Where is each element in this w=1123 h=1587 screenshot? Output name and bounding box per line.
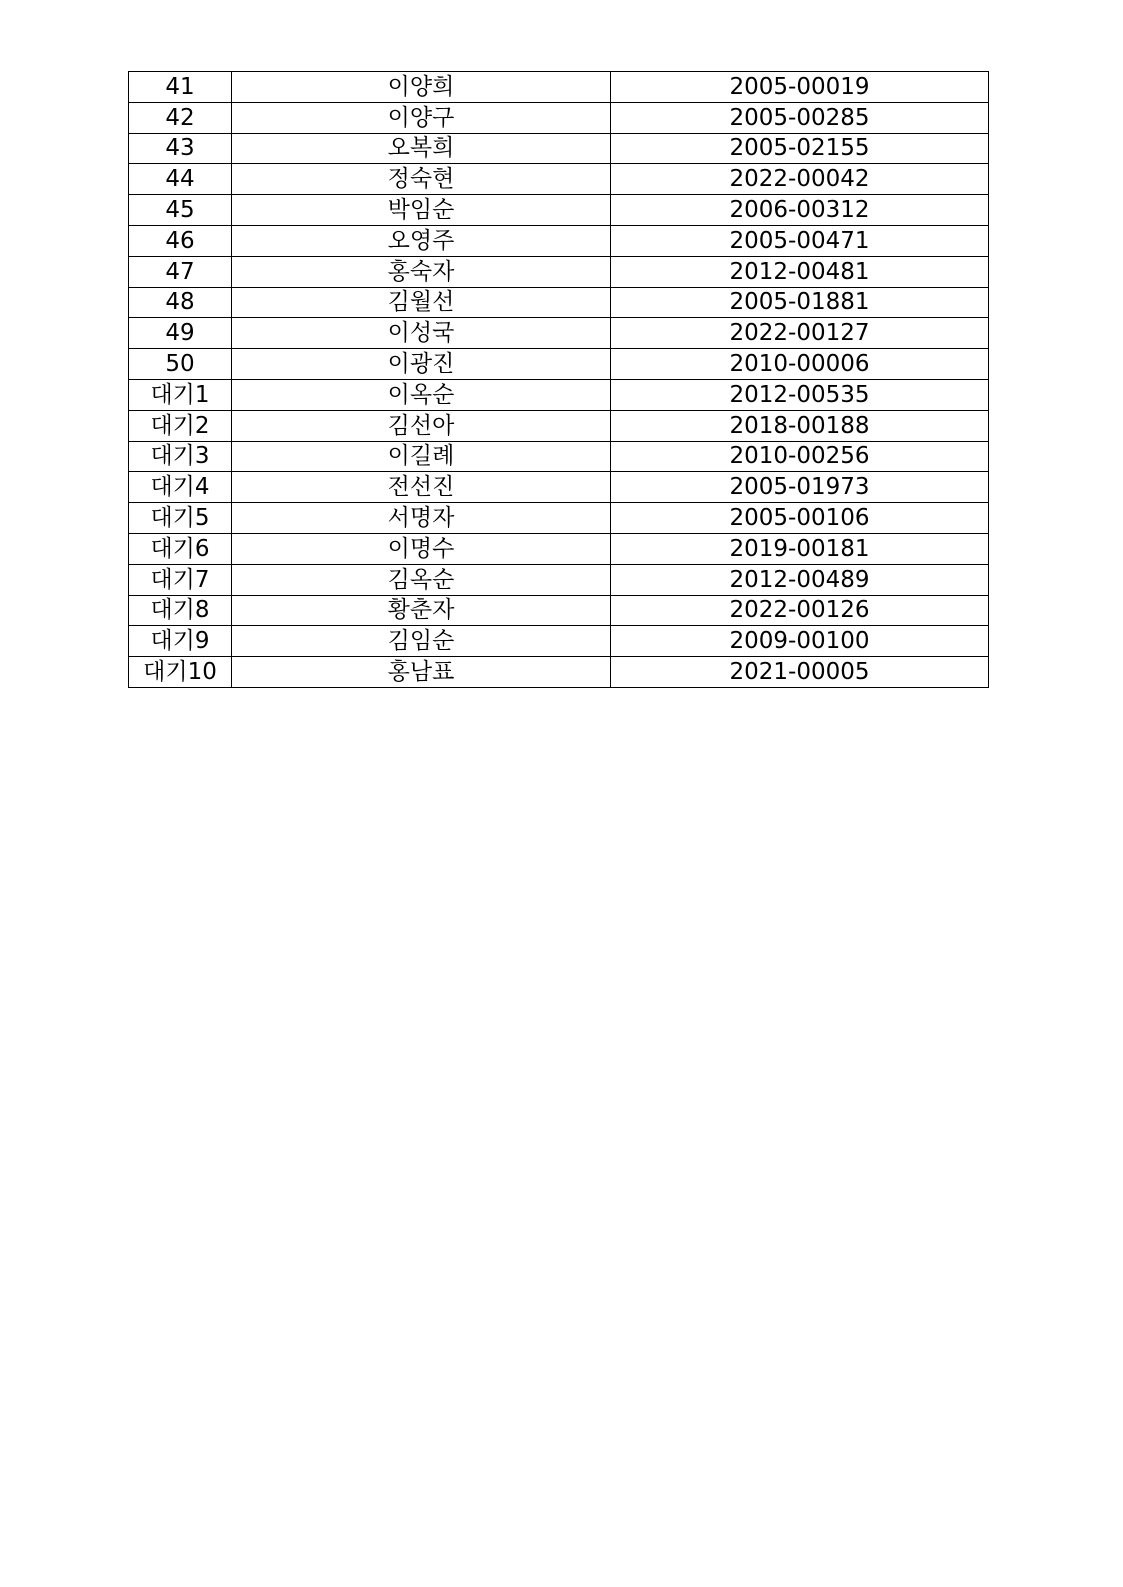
- table-row: [129, 410, 989, 441]
- table-row: [129, 164, 989, 195]
- name-cell: 정숙현: [232, 164, 611, 195]
- registration-id-cell: 2021-00005: [611, 657, 989, 688]
- table-row: [129, 626, 989, 657]
- registration-id-cell: 2005-00106: [611, 503, 989, 534]
- row-number-cell: 45: [129, 195, 232, 226]
- registration-id-cell: 2018-00188: [611, 410, 989, 441]
- name-cell: 김선아: [232, 410, 611, 441]
- name-cell: 이옥순: [232, 379, 611, 410]
- registration-id-cell: 2005-00019: [611, 72, 989, 103]
- name-cell: 이길례: [232, 441, 611, 472]
- registration-id-cell: 2022-00126: [611, 595, 989, 626]
- row-number-cell: 42: [129, 102, 232, 133]
- roster-table: [128, 71, 989, 688]
- table-row: [129, 503, 989, 534]
- row-number-cell: 대기7: [129, 564, 232, 595]
- table-row: [129, 349, 989, 380]
- name-cell: 이양구: [232, 102, 611, 133]
- table-row: [129, 533, 989, 564]
- table-row: [129, 318, 989, 349]
- registration-id-cell: 2005-02155: [611, 133, 989, 164]
- table-row: [129, 72, 989, 103]
- registration-id-cell: 2010-00006: [611, 349, 989, 380]
- registration-id-cell: 2005-01881: [611, 287, 989, 318]
- table-row: [129, 256, 989, 287]
- table-row: [129, 472, 989, 503]
- row-number-cell: 대기6: [129, 533, 232, 564]
- name-cell: 김월선: [232, 287, 611, 318]
- row-number-cell: 대기8: [129, 595, 232, 626]
- row-number-cell: 49: [129, 318, 232, 349]
- name-cell: 전선진: [232, 472, 611, 503]
- name-cell: 김옥순: [232, 564, 611, 595]
- name-cell: 오영주: [232, 225, 611, 256]
- table-row: [129, 287, 989, 318]
- registration-id-cell: 2019-00181: [611, 533, 989, 564]
- registration-id-cell: 2006-00312: [611, 195, 989, 226]
- name-cell: 박임순: [232, 195, 611, 226]
- name-cell: 서명자: [232, 503, 611, 534]
- registration-id-cell: 2022-00127: [611, 318, 989, 349]
- registration-id-cell: 2009-00100: [611, 626, 989, 657]
- registration-id-cell: 2005-00471: [611, 225, 989, 256]
- registration-id-cell: 2005-00285: [611, 102, 989, 133]
- name-cell: 오복희: [232, 133, 611, 164]
- row-number-cell: 대기5: [129, 503, 232, 534]
- table-row: [129, 564, 989, 595]
- registration-id-cell: 2012-00535: [611, 379, 989, 410]
- name-cell: 이명수: [232, 533, 611, 564]
- row-number-cell: 44: [129, 164, 232, 195]
- registration-id-cell: 2012-00481: [611, 256, 989, 287]
- table-row: [129, 195, 989, 226]
- roster-table-body: [129, 72, 989, 688]
- name-cell: 이양희: [232, 72, 611, 103]
- registration-id-cell: 2012-00489: [611, 564, 989, 595]
- table-row: [129, 379, 989, 410]
- name-cell: 홍숙자: [232, 256, 611, 287]
- name-cell: 황춘자: [232, 595, 611, 626]
- row-number-cell: 대기1: [129, 379, 232, 410]
- table-row: [129, 133, 989, 164]
- row-number-cell: 대기9: [129, 626, 232, 657]
- row-number-cell: 43: [129, 133, 232, 164]
- row-number-cell: 41: [129, 72, 232, 103]
- name-cell: 홍남표: [232, 657, 611, 688]
- table-row: [129, 657, 989, 688]
- row-number-cell: 대기2: [129, 410, 232, 441]
- registration-id-cell: 2022-00042: [611, 164, 989, 195]
- row-number-cell: 대기4: [129, 472, 232, 503]
- name-cell: 이광진: [232, 349, 611, 380]
- table-row: [129, 102, 989, 133]
- table-row: [129, 225, 989, 256]
- row-number-cell: 47: [129, 256, 232, 287]
- row-number-cell: 50: [129, 349, 232, 380]
- table-row: [129, 441, 989, 472]
- row-number-cell: 대기3: [129, 441, 232, 472]
- name-cell: 김임순: [232, 626, 611, 657]
- row-number-cell: 46: [129, 225, 232, 256]
- name-cell: 이성국: [232, 318, 611, 349]
- row-number-cell: 대기10: [129, 657, 232, 688]
- registration-id-cell: 2010-00256: [611, 441, 989, 472]
- row-number-cell: 48: [129, 287, 232, 318]
- registration-id-cell: 2005-01973: [611, 472, 989, 503]
- table-row: [129, 595, 989, 626]
